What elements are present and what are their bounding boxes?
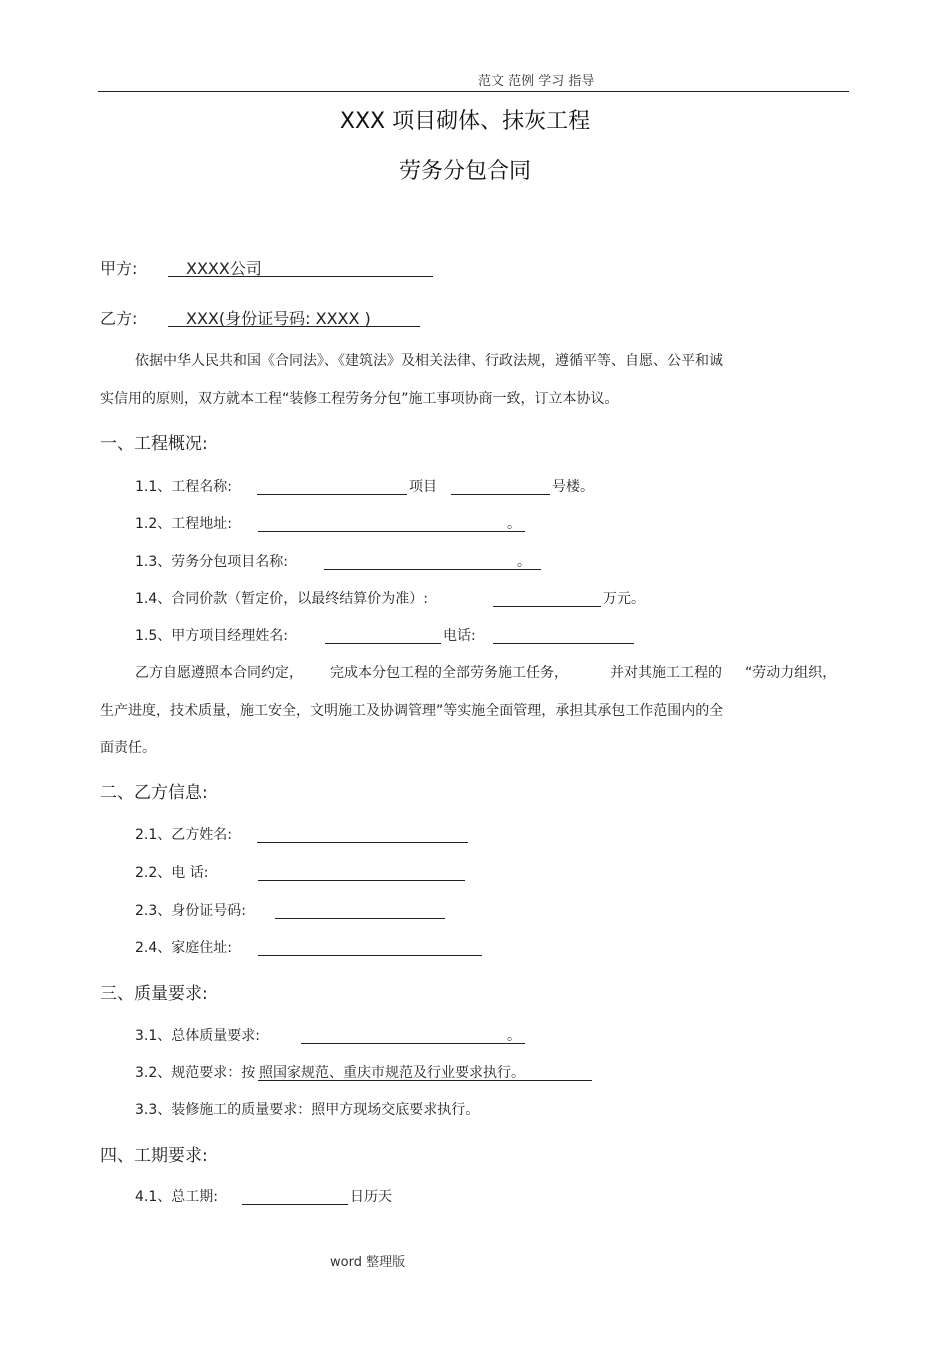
para-line-3: 面责任。	[100, 740, 156, 756]
item-1-3-end: 。	[517, 554, 531, 570]
section-4-heading: 四、工期要求:	[100, 1146, 208, 1166]
header-rule	[98, 91, 849, 92]
item-1-3-blank	[324, 569, 541, 570]
item-1-2-label: 1.2、工程地址:	[135, 516, 232, 532]
item-2-1-label: 2.1、乙方姓名:	[135, 827, 232, 843]
para-line-1d: “劳动力组织，	[745, 665, 837, 681]
para-line-1b: 完成本分包工程的全部劳务施工任务，	[330, 665, 568, 681]
party-a-underline	[168, 276, 433, 277]
page-footer: word 整理版	[330, 1255, 406, 1270]
item-4-1-label: 4.1、总工期:	[135, 1189, 218, 1205]
item-3-1-blank	[301, 1043, 525, 1044]
section-2-heading: 二、乙方信息:	[100, 783, 208, 803]
item-2-1-blank	[257, 842, 468, 843]
page-header: 范文 范例 学习 指导	[478, 74, 595, 89]
party-b-label: 乙方:	[100, 309, 138, 328]
item-1-2-blank	[258, 531, 525, 532]
item-4-1-end: 日历天	[350, 1189, 392, 1205]
intro-line-1: 依据中华人民共和国《合同法》、《建筑法》及相关法律、行政法规，遵循平等、自愿、公平和诚	[135, 353, 723, 369]
item-1-1-blank-a	[257, 494, 407, 495]
item-1-4-label: 1.4、合同价款（暂定价，以最终结算价为准）:	[135, 591, 428, 607]
item-1-2-end: 。	[507, 516, 521, 532]
item-2-4-blank	[258, 955, 482, 956]
item-3-2-value: 照国家规范、重庆市规范及行业要求执行。	[259, 1065, 525, 1081]
item-4-1-blank	[242, 1204, 348, 1205]
intro-line-2: 实信用的原则，双方就本工程“装修工程劳务分包”施工事项协商一致，订立本协议。	[100, 391, 619, 407]
item-3-2-label: 3.2、规范要求：按	[135, 1065, 256, 1081]
item-1-1-label: 1.1、工程名称:	[135, 479, 232, 495]
item-1-1-end: 号楼。	[552, 479, 594, 495]
section-3-heading: 三、质量要求:	[100, 984, 208, 1004]
item-1-1-blank-b	[451, 494, 550, 495]
party-a-value: XXXX公司	[186, 259, 262, 278]
item-2-2-label: 2.2、电 话:	[135, 865, 209, 881]
item-3-1-label: 3.1、总体质量要求:	[135, 1028, 260, 1044]
item-1-5-blank-b	[493, 643, 634, 644]
para-line-2: 生产进度，技术质量，施工安全，文明施工及协调管理”等实施全面管理，承担其承包工作范围内的全	[100, 703, 724, 719]
party-b-value: XXX(身份证号码: XXXX )	[186, 309, 371, 328]
item-1-1-mid: 项目	[409, 479, 437, 495]
item-3-1-end: 。	[507, 1028, 521, 1044]
item-2-4-label: 2.4、家庭住址:	[135, 940, 232, 956]
party-a-label: 甲方:	[100, 259, 138, 278]
item-1-5-blank-a	[325, 643, 441, 644]
item-1-4-end: 万元。	[603, 591, 645, 607]
item-1-5-mid: 电话:	[443, 628, 476, 644]
title-line-1: XXX 项目砌体、抹灰工程	[339, 109, 591, 134]
item-1-3-label: 1.3、劳务分包项目名称:	[135, 554, 288, 570]
item-2-3-blank	[275, 918, 445, 919]
item-2-2-blank	[258, 880, 465, 881]
para-line-1c: 并对其施工工程的	[610, 665, 722, 681]
title-line-2: 劳务分包合同	[398, 159, 531, 184]
item-2-3-label: 2.3、身份证号码:	[135, 903, 246, 919]
para-line-1a: 乙方自愿遵照本合同约定，	[135, 665, 303, 681]
section-1-heading: 一、工程概况:	[100, 434, 208, 454]
party-b-underline	[168, 326, 420, 327]
item-1-5-label: 1.5、甲方项目经理姓名:	[135, 628, 288, 644]
item-3-3-label: 3.3、装修施工的质量要求：照甲方现场交底要求执行。	[135, 1102, 480, 1118]
item-1-4-blank	[493, 606, 601, 607]
